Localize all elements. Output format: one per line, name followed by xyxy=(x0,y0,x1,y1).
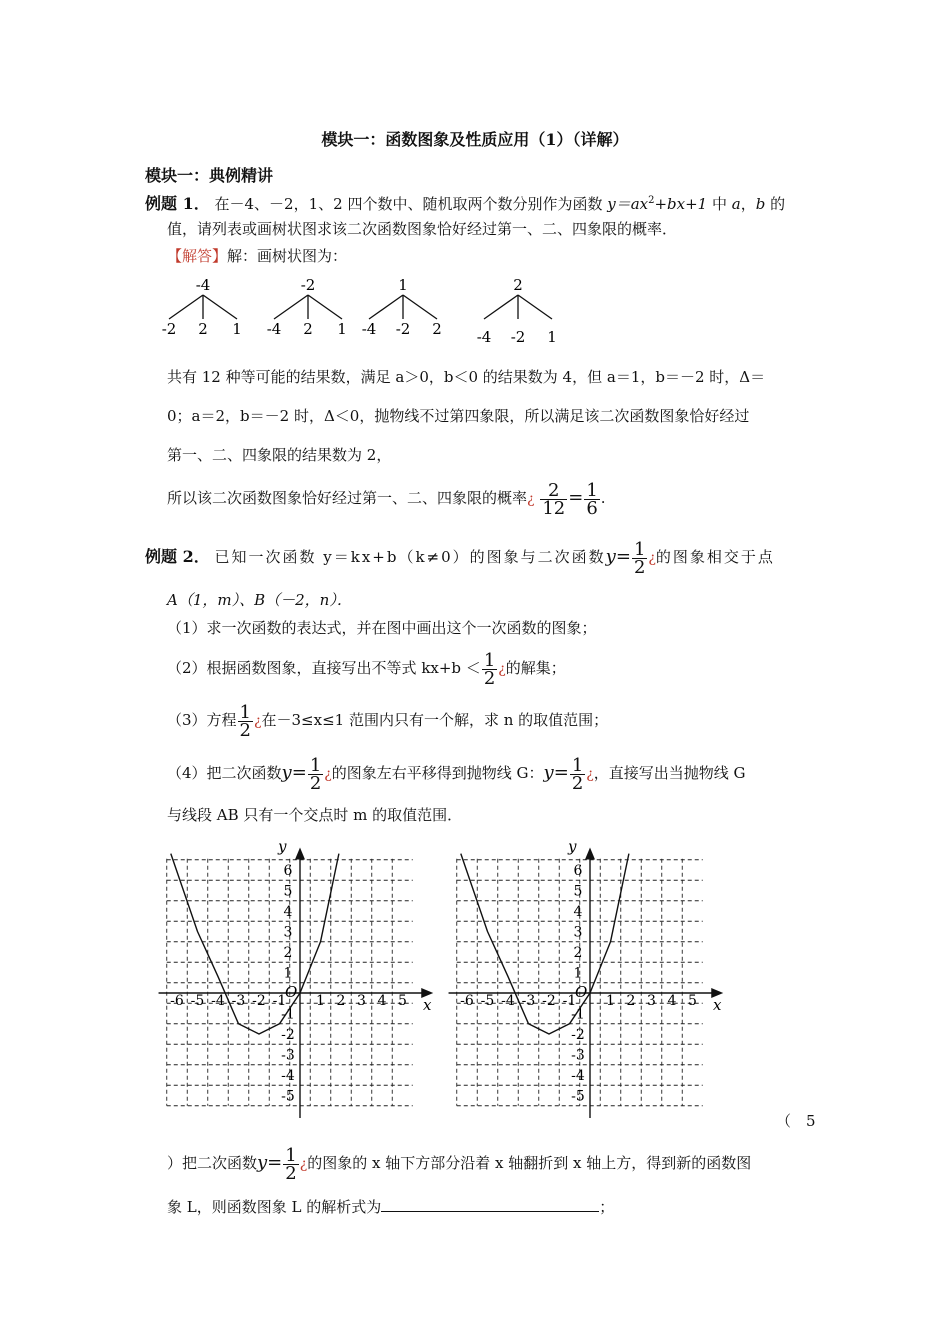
y-tick-label: 5 xyxy=(573,883,583,900)
y-tick-label: 2 xyxy=(573,945,583,961)
fraction-half-6: $\frac{1}{2}$ xyxy=(285,1144,297,1184)
x-tick-label: 3 xyxy=(647,993,656,1009)
x-tick-label: 1 xyxy=(606,993,615,1009)
x-tick-label: 3 xyxy=(357,993,366,1009)
x-tick-label: 4 xyxy=(377,993,387,1009)
example2-sub5-number: （ 5 xyxy=(776,1112,816,1130)
y-tick-label: -3 xyxy=(571,1047,585,1064)
y-axis-arrow xyxy=(295,847,305,859)
tree-leaf-label: 1 xyxy=(232,320,242,338)
fraction-half-3: $\frac{1}{2}$ xyxy=(239,701,251,741)
graph-right xyxy=(445,828,735,1118)
y-tick-label: 6 xyxy=(573,863,583,879)
x-tick-label: 5 xyxy=(398,993,407,1009)
x-axis-label: x xyxy=(423,996,432,1014)
tree-root-label: -4 xyxy=(195,276,211,294)
fraction-half: $\frac{1}{2}$ xyxy=(633,538,646,578)
tree-leaf-label: 2 xyxy=(432,320,442,338)
fraction-1-6: $\frac{1}{6}$ xyxy=(586,479,598,519)
answer-blank[interactable] xyxy=(381,1197,599,1212)
tree-2 xyxy=(267,276,347,338)
y-tick-label: 6 xyxy=(283,863,293,879)
x-tick-label: 4 xyxy=(667,993,677,1009)
y-axis-label: y xyxy=(278,837,287,856)
tree-branch xyxy=(308,295,342,319)
tree-leaf-label: 2 xyxy=(303,320,313,338)
example2-sub5-line2: 象 L，则函数图象 L 的解析式为 ； xyxy=(167,1198,615,1216)
y-tick-label: 3 xyxy=(573,924,583,941)
x-tick-label: -3 xyxy=(231,993,246,1009)
example1-solution-line1: 共有 12 种等可能的结果数，满足 a＞0，b＜0 的结果数为 4，但 a＝1，b＝－2 时，Δ＝ xyxy=(167,368,766,386)
tree-3 xyxy=(362,276,442,338)
example2-sub1: （1）求一次函数的表达式，并在图中画出这个一次函数的图象； xyxy=(167,619,597,637)
x-tick-label: 5 xyxy=(688,993,697,1009)
x-tick-label: -1 xyxy=(272,993,287,1009)
y-tick-label: -2 xyxy=(571,1027,585,1043)
y-tick-label: -4 xyxy=(571,1068,585,1084)
tree-leaf-label: 2 xyxy=(198,320,208,338)
tree-leaf-label: -4 xyxy=(476,328,492,346)
y-tick-label: 5 xyxy=(283,883,293,900)
fraction-half-4: $\frac{1}{2}$ xyxy=(309,754,322,794)
y-tick-label: 1 xyxy=(283,965,293,982)
graph-left xyxy=(155,828,445,1118)
y-tick-label: 2 xyxy=(283,945,293,961)
tree-leaf-label: -2 xyxy=(510,328,526,346)
x-tick-label: -6 xyxy=(170,993,184,1009)
example1-answer-intro: 【解答】解：画树状图为： xyxy=(167,247,348,265)
section-heading: 模块一：典例精讲 xyxy=(145,166,274,185)
tree-branch xyxy=(484,295,518,319)
y-tick-label: -4 xyxy=(281,1068,295,1084)
answer-tag: 【解答】 xyxy=(167,247,228,265)
example2-label: 例题 2． xyxy=(145,547,210,566)
tree-4 xyxy=(477,276,557,346)
example2-sub5-line1: ）把二次函数y= $\frac{1}{2}$ ¿的图象的 x 轴下方部分沿着 x 轴翻折到 x 轴上方，得到新的函数图 xyxy=(167,1144,752,1184)
y-tick-label: 3 xyxy=(283,924,293,941)
fraction-half-2: $\frac{1}{2}$ xyxy=(483,649,496,689)
tree-branch xyxy=(369,295,403,319)
tree-branch xyxy=(169,295,203,319)
example2-sub3: （3）方程 $\frac{1}{2}$ ¿在－3≤x≤1 范围内只有一个解，求 n 的取值范围； xyxy=(167,701,609,741)
y-axis-label: y xyxy=(568,837,577,856)
tree-1 xyxy=(162,276,242,338)
y-tick-label: -2 xyxy=(281,1027,295,1043)
x-tick-label: -6 xyxy=(460,993,474,1009)
tree-branch xyxy=(274,295,308,319)
document-title: 模块一：函数图象及性质应用（1）（详解） xyxy=(321,130,629,149)
example2-sub2: （2）根据函数图象，直接写出不等式 kx+b ＜ $\frac{1}{2}$ ¿的解集； xyxy=(167,649,566,689)
example1-question-line2: 值，请列表或画树状图求该二次函数图象恰好经过第一、二、四象限的概率． xyxy=(167,220,678,238)
x-tick-label: -1 xyxy=(562,993,577,1009)
example1-solution-line3: 第一、二、四象限的结果数为 2， xyxy=(167,446,392,464)
origin-label: O xyxy=(285,983,298,1001)
example2-sub4-line2: 与线段 AB 只有一个交点时 m 的取值范围． xyxy=(167,806,463,824)
tree-branch xyxy=(203,295,237,319)
example1-probability-line: 所以该二次函数图象恰好经过第一、二、四象限的概率¿ $\frac{2}{12}$ = $\frac{1}{6}$ . xyxy=(167,479,606,519)
x-tick-label: -4 xyxy=(501,993,515,1009)
example1-solution-line2: 0；a＝2，b＝－2 时，Δ＜0，抛物线不过第四象限，所以满足该二次函数图象恰好经过 xyxy=(167,407,750,425)
example2-sub4-line1: （4）把二次函数y= $\frac{1}{2}$ ¿的图象左右平移得到抛物线 G：y= $\frac{1}{2}$ ¿，直接写出当抛物线 G xyxy=(167,754,746,794)
x-tick-label: -2 xyxy=(542,993,556,1009)
tree-leaf-label: -4 xyxy=(266,320,282,338)
y-tick-label: -5 xyxy=(571,1088,585,1105)
tree-leaf-label: -2 xyxy=(395,320,411,338)
x-tick-label: -4 xyxy=(211,993,225,1009)
tree-root-label: 2 xyxy=(513,276,523,294)
y-tick-label: -1 xyxy=(571,1006,585,1023)
x-tick-label: -3 xyxy=(521,993,536,1009)
example2-question-line1: 例题 2． 已知一次函数 y＝kx+b（k≠0）的图象与二次函数y= $\frac{1}{2}$ ¿的图象相交于点 xyxy=(145,538,775,578)
tree-branch xyxy=(403,295,437,319)
example1-question-line1: 例题 1． 在－4、－2，1、2 四个数中、随机取两个数分别作为函数 $y=ax^2+bx+1$ 中 a，b 的 xyxy=(145,194,786,213)
x-tick-label: 1 xyxy=(316,993,325,1009)
tree-root-label: 1 xyxy=(398,276,408,294)
tree-root-label: -2 xyxy=(300,276,316,294)
tree-leaf-label: 1 xyxy=(547,328,557,346)
x-axis-label: x xyxy=(713,996,722,1014)
origin-label: O xyxy=(575,983,588,1001)
x-tick-label: -5 xyxy=(480,993,495,1009)
tree-leaf-label: 1 xyxy=(337,320,347,338)
example1-label: 例题 1． xyxy=(145,194,210,213)
tree-leaf-label: -4 xyxy=(361,320,377,338)
y-tick-label: -1 xyxy=(281,1006,295,1023)
x-tick-label: -5 xyxy=(190,993,205,1009)
example2-question-line2: A（1，m）、B（－2，n）． xyxy=(167,591,352,609)
tree-diagram xyxy=(155,272,555,357)
x-tick-label: -2 xyxy=(252,993,266,1009)
y-tick-label: -5 xyxy=(281,1088,295,1105)
tree-leaf-label: -2 xyxy=(161,320,177,338)
y-axis-arrow xyxy=(585,847,595,859)
x-tick-label: 2 xyxy=(626,993,636,1009)
y-tick-label: -3 xyxy=(281,1047,295,1064)
y-tick-label: 4 xyxy=(283,904,293,920)
x-tick-label: 2 xyxy=(336,993,346,1009)
fraction-2-12: $\frac{2}{12}$ xyxy=(542,479,566,519)
fraction-half-5: $\frac{1}{2}$ xyxy=(571,754,584,794)
y-tick-label: 4 xyxy=(573,904,583,920)
y-tick-label: 1 xyxy=(573,965,583,982)
tree-branch xyxy=(518,295,552,319)
